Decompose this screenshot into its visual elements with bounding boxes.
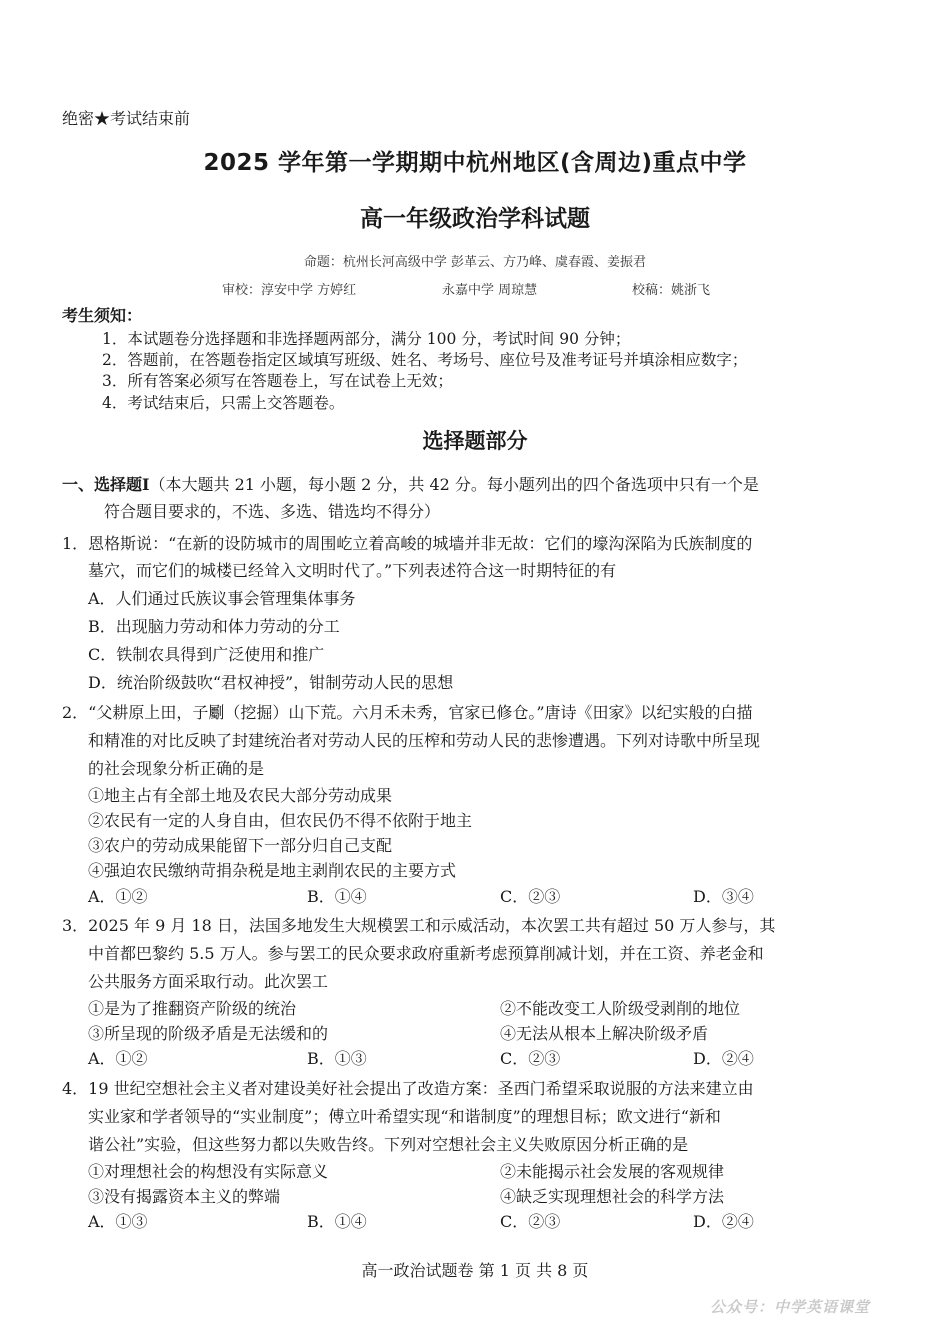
exam-title: 2025 学年第一学期期中杭州地区(含周边)重点中学 [203,150,747,176]
question-3-stem: 3．2025 年 9 月 18 日，法国多地发生大规模罢工和示威活动，本次罢工共有超过 50 万人参与，其 [62,916,776,935]
note-item: 2．答题前，在答题卷指定区域填写班级、姓名、考场号、座位号及准考证号并填涂相应数字； [102,351,748,369]
choice-a: A．①② [88,1049,148,1068]
part1-desc-cont: 符合题目要求的，不选、多选、错选均不得分） [104,502,441,521]
choice-c: C．②③ [500,1212,561,1231]
question-3-item: ①是为了推翻资产阶级的统治 [88,999,297,1018]
question-3-item: ②不能改变工人阶级受剥削的地位 [500,999,741,1018]
part1-desc: （本大题共 21 小题，每小题 2 分，共 42 分。每小题列出的四个备选项中只有一个是 [149,475,759,494]
proposition-credit: 命题：杭州长河高级中学 彭革云、方乃峰、虞春霞、姜振君 [303,255,647,270]
question-1-option-c: C．铁制农具得到广泛使用和推广 [88,645,325,664]
choice-b: B．①④ [307,887,367,906]
question-1-option-b: B．出现脑力劳动和体力劳动的分工 [88,617,340,636]
proofread-credit: 校稿：姚浙飞 [632,283,711,298]
note-item: 1．本试题卷分选择题和非选择题两部分，满分 100 分，考试时间 90 分钟； [102,330,631,348]
question-3-stem-cont: 中首都巴黎约 5.5 万人。参与罢工的民众要求政府重新考虑预算削减计划，并在工资、养老金和 [88,944,764,963]
question-1-stem-cont: 墓穴，而它们的城楼已经耸入文明时代了。”下列表述符合这一时期特征的有 [88,561,617,580]
choice-c: C．②③ [500,1049,561,1068]
question-4-item: ③没有揭露资本主义的弊端 [88,1187,281,1206]
question-2-item: ①地主占有全部土地及农民大部分劳动成果 [88,786,393,805]
notes-heading: 考生须知： [62,306,143,325]
part1-label: 一、选择题Ⅰ [62,475,150,494]
question-2-stem-cont: 和精准的对比反映了封建统治者对劳动人民的压榨和劳动人民的悲惨遭遇。下列对诗歌中所呈现 [88,731,761,750]
watermark: 公众号：中学英语课堂 [709,1298,870,1316]
question-3-item: ③所呈现的阶级矛盾是无法缓和的 [88,1024,329,1043]
part1-heading [62,472,759,495]
choice-d: D．③④ [693,887,754,906]
question-2-item: ②农民有一定的人身自由，但农民仍不得不依附于地主 [88,811,473,830]
exam-subtitle: 高一年级政治学科试题 [360,206,590,232]
choice-b: B．①③ [307,1049,367,1068]
question-4-stem-cont: 谐公社”实验，但这些努力都以失败告终。下列对空想社会主义失败原因分析正确的是 [88,1135,689,1154]
question-2-item: ③农户的劳动成果能留下一部分归自己支配 [88,836,393,855]
choice-b: B．①④ [307,1212,367,1231]
choice-d: D．②④ [693,1212,754,1231]
question-4-stem-cont: 实业家和学者领导的“实业制度”；傅立叶希望实现“和谐制度”的理想目标；欧文进行“新和 [88,1107,721,1126]
question-1-stem: 1．恩格斯说：“在新的设防城市的周围屹立着高峻的城墙并非无故：它们的壕沟深陷为氏族制度的 [62,534,753,553]
question-4-item: ①对理想社会的构想没有实际意义 [88,1162,329,1181]
confidential-label: 绝密★考试结束前 [62,109,191,128]
choice-a: A．①② [88,887,148,906]
question-4-stem: 4．19 世纪空想社会主义者对建设美好社会提出了改造方案：圣西门希望采取说服的方法来建立由 [62,1079,754,1098]
choice-d: D．②④ [693,1049,754,1068]
choice-a: A．①③ [88,1212,148,1231]
note-item: 4．考试结束后，只需上交答题卷。 [102,394,345,412]
question-4-item: ②未能揭示社会发展的客观规律 [500,1162,725,1181]
question-1-option-d: D．统治阶级鼓吹“君权神授”，钳制劳动人民的思想 [88,673,454,692]
question-3-stem-cont: 公共服务方面采取行动。此次罢工 [88,972,329,991]
question-4-item: ④缺乏实现理想社会的科学方法 [500,1187,725,1206]
question-3-item: ④无法从根本上解决阶级矛盾 [500,1024,709,1043]
choice-c: C．②③ [500,887,561,906]
page-footer: 高一政治试题卷 第 1 页 共 8 页 [361,1261,589,1280]
review-credit-2: 永嘉中学 周琼慧 [442,283,538,298]
question-1-option-a: A．人们通过氏族议事会管理集体事务 [88,589,356,608]
question-2-stem-cont: 的社会现象分析正确的是 [88,759,265,778]
section-title: 选择题部分 [422,429,528,453]
note-item: 3．所有答案必须写在答题卷上，写在试卷上无效； [102,372,453,390]
question-2-item: ④强迫农民缴纳苛捐杂税是地主剥削农民的主要方式 [88,861,457,880]
review-credit-1: 审校：淳安中学 方婷红 [222,283,357,298]
question-2-stem: 2．“父耕原上田，子劚（挖掘）山下荒。六月禾未秀，官家已修仓。”唐诗《田家》以纪实般的白描 [62,703,753,722]
